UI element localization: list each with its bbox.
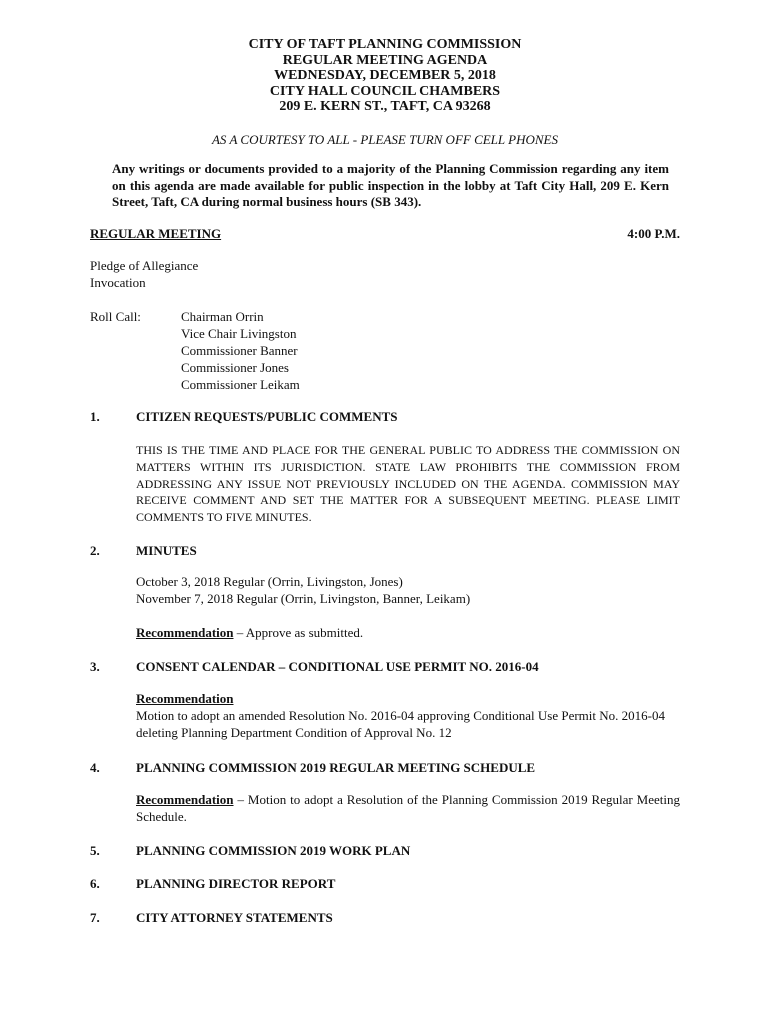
item-title-public-comments: CITIZEN REQUESTS/PUBLIC COMMENTS [136, 409, 398, 424]
recommendation-text: – Approve as submitted. [233, 625, 364, 640]
regular-meeting-title: REGULAR MEETING [90, 226, 222, 241]
schedule-recommendation [136, 792, 680, 826]
roll-call-label: Roll Call: [90, 309, 141, 324]
roll-call-member: Commissioner Leikam [181, 377, 300, 392]
invocation: Invocation [90, 274, 146, 290]
header-line-commission: CITY OF TAFT PLANNING COMMISSION [248, 37, 522, 52]
item-title-meeting-schedule: PLANNING COMMISSION 2019 REGULAR MEETING SCHEDULE [136, 760, 536, 775]
roll-call-member: Commissioner Jones [181, 360, 289, 375]
item-title-minutes: MINUTES [136, 543, 197, 558]
minutes-entry: October 3, 2018 Regular (Orrin, Livingston, Jones) [136, 574, 403, 589]
recommendation-text: Motion to adopt an amended Resolution No. 2016-04 approving Conditional Use Permit No. 2016-04 deleting Planning Department Condition of Approval No. 12 [136, 707, 665, 740]
item-number: 5. [90, 843, 100, 858]
regular-meeting-row [90, 225, 680, 242]
item-number: 2. [90, 543, 100, 558]
opening-ceremonies [90, 258, 198, 291]
item-number: 1. [90, 409, 100, 424]
item-number: 3. [90, 659, 100, 674]
roll-call-member: Commissioner Banner [181, 343, 298, 358]
item-title-attorney-statements: CITY ATTORNEY STATEMENTS [136, 910, 333, 925]
writings-notice: Any writings or documents provided to a majority of the Planning Commission regarding any item on this agenda are made available for public inspection in the lobby at Taft City Hall, 209 E. Kern Street, Taft, CA during normal business hours (SB 343). [112, 161, 669, 209]
roll-call-list [181, 308, 300, 393]
consent-recommendation [136, 691, 680, 741]
pledge-of-allegiance: Pledge of Allegiance [90, 258, 199, 273]
courtesy-notice: AS A COURTESY TO ALL - PLEASE TURN OFF CELL PHONES [211, 132, 558, 147]
item-number: 4. [90, 760, 100, 775]
minutes-entry: November 7, 2018 Regular (Orrin, Livingston, Banner, Leikam) [136, 590, 471, 606]
item-number: 7. [90, 910, 100, 925]
header-line-agenda: REGULAR MEETING AGENDA [282, 52, 488, 68]
minutes-recommendation [136, 625, 680, 642]
public-comments-text: THIS IS THE TIME AND PLACE FOR THE GENERAL PUBLIC TO ADDRESS THE COMMISSION ON MATTERS WITHIN ITS JURISDICTION. STATE LAW PROHIBITS THE COMMISSION FROM ADDRESSING ANY ISSUE NOT PREVIOUSLY INCLUDED ON THE AGENDA. COMMISSION MAY RECEIVE COMMENT AND SET THE MATTER FOR A SUBSEQUENT MEETING. PLEASE LIMIT COMMENTS TO FIVE MINUTES. [136, 443, 680, 525]
header-line-date: WEDNESDAY, DECEMBER 5, 2018 [274, 68, 496, 83]
minutes-list [136, 574, 680, 608]
item-title-director-report: PLANNING DIRECTOR REPORT [136, 876, 336, 891]
header-line-location: CITY HALL COUNCIL CHAMBERS [269, 83, 501, 99]
meeting-time: 4:00 P.M. [627, 226, 680, 241]
recommendation-label: Recommendation [136, 691, 234, 706]
recommendation-label: Recommendation [136, 625, 234, 640]
roll-call-member: Chairman Orrin [181, 309, 264, 324]
item-title-work-plan: PLANNING COMMISSION 2019 WORK PLAN [136, 843, 411, 858]
item-number: 6. [90, 876, 100, 891]
roll-call-member: Vice Chair Livingston [181, 326, 297, 341]
recommendation-label: Recommendation [136, 792, 234, 807]
header-line-address: 209 E. KERN ST., TAFT, CA 93268 [279, 99, 491, 114]
agenda-header [0, 37, 770, 115]
recommendation-text: – Motion to adopt a Resolution of the Planning Commission 2019 Regular Meeting Schedule. [136, 792, 680, 824]
item-title-consent-calendar: CONSENT CALENDAR – CONDITIONAL USE PERMIT NO. 2016-04 [136, 659, 539, 674]
